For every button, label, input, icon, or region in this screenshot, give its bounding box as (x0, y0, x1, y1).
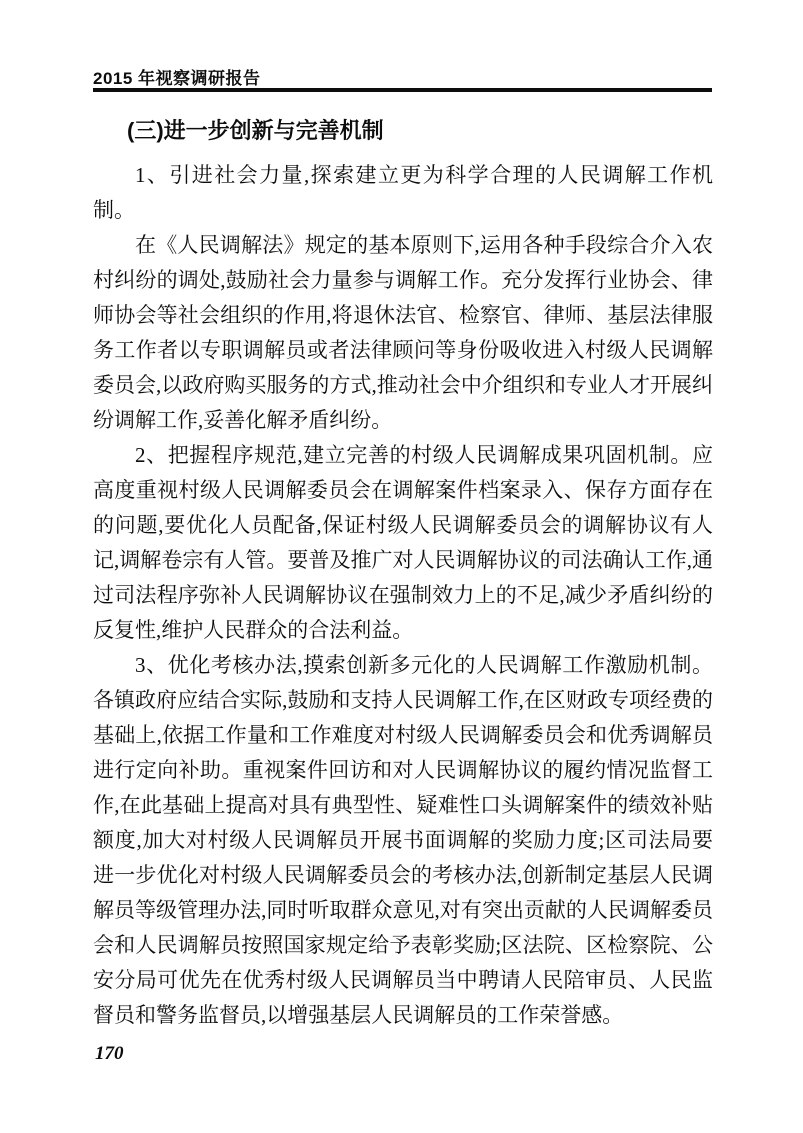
page-number: 170 (95, 1043, 124, 1064)
paragraph-1: 1、引进社会力量,探索建立更为科学合理的人民调解工作机制。 (93, 163, 713, 222)
running-header-title: 2015 年视察调研报告 (93, 69, 261, 88)
page-content (93, 116, 713, 1033)
paragraph-3: 2、把握程序规范,建立完善的村级人民调解成果巩固机制。应高度重视村级人民调解委员会在调解案件档案录入、保存方面存在的问题,要优化人员配备,保证村级人民调解委员会的调解协议有人记,调解卷宗有人管。要普及推广对人民调解协议的司法确认工作,通过司法程序弥补人民调解协议在强制效力上的不足,减少矛盾纠纷的反复性,维护人民群众的合法利益。 (93, 443, 713, 642)
paragraph-4: 3、优化考核办法,摸索创新多元化的人民调解工作激励机制。各镇政府应结合实际,鼓励和支持人民调解工作,在区财政专项经费的基础上,依据工作量和工作难度对村级人民调解委员会和优秀调解员进行定向补助。重视案件回访和对人民调解协议的履约情况监督工作,在此基础上提高对具有典型性、疑难性口头调解案件的绩效补贴额度,加大对村级人民调解员开展书面调解的奖励力度;区司法局要进一步优化对村级人民调解委员会的考核办法,创新制定基层人民调解员等级管理办法,同时听取群众意见,对有突出贡献的人民调解委员会和人民调解员按照国家规定给予表彰奖励;区法院、区检察院、公安分局可优先在优秀村级人民调解员当中聘请人民陪审员、人民监督员和警务监督员,以增强基层人民调解员的工作荣誉感。 (93, 653, 713, 1027)
section-heading: (三)进一步创新与完善机制 (127, 118, 384, 143)
paragraph-2: 在《人民调解法》规定的基本原则下,运用各种手段综合介入农村纠纷的调处,鼓励社会力量参与调解工作。充分发挥行业协会、律师协会等社会组织的作用,将退休法官、检察官、律师、基层法律服务工作者以专职调解员或者法律顾问等身份吸收进入村级人民调解委员会,以政府购买服务的方式,推动社会中介组织和专业人才开展纠纷调解工作,妥善化解矛盾纠纷。 (93, 233, 713, 432)
header-rule (93, 88, 712, 92)
